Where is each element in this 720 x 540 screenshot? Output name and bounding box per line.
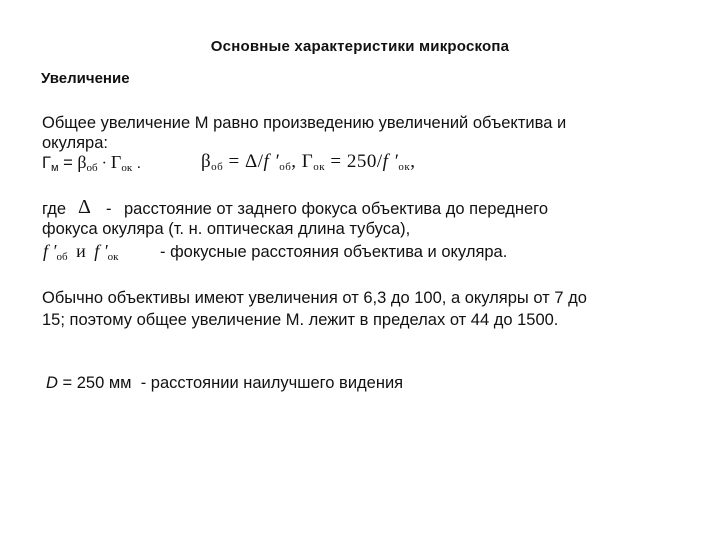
gm-gamma-sub: ок [121,162,133,174]
gm-equals: = [58,154,78,172]
delta-symbol: Δ [78,196,91,218]
usual-line-2: 15; поэтому общее увеличение М. лежит в пределах от 44 до 1500. [42,311,559,329]
formula-f1: f ′ [263,151,280,172]
focal-f2: f ′ [94,241,108,261]
where-word: где [42,200,67,218]
focal-and: и [76,241,86,261]
focal-f1-sub: об [56,251,68,263]
where-text: расстояние от заднего фокуса объектива до переднего [124,200,549,218]
section-heading: Увеличение [41,70,130,87]
focal-text: - фокусные расстояния объектива и окуляра. [160,243,508,261]
gm-beta: β [77,152,87,172]
gm-beta-sub: об [86,162,98,174]
formula-f2-sub: ок [398,161,411,173]
slide-title: Основные характеристики микроскопа [210,38,510,55]
objective-eyepiece-formula [201,151,415,173]
formula-beta-sub: об [211,161,224,173]
formula-mid: , Г [291,151,314,172]
viewing-distance-line [46,373,403,393]
gm-symbol: Г [42,154,51,172]
d-text: - расстоянии наилучшего видения [140,374,404,392]
gm-gamma: Г [110,152,122,172]
formula-end: , [410,151,416,172]
gm-dot: · [97,155,111,172]
intro-line-1: Общее увеличение М равно произведению увеличений объектива и [42,114,567,132]
formula-eq1: = Δ/ [223,151,264,172]
formula-beta: β [201,151,212,172]
formula-f1-sub: об [279,161,292,173]
formula-eq2: = 250/ [325,151,383,172]
focal-lengths-symbols [43,241,119,263]
formula-g-sub: ок [313,161,326,173]
intro-line-2: окуляра: [42,134,108,152]
focal-f1: f ′ [43,241,57,261]
total-magnification-formula [42,152,141,174]
usual-line-1: Обычно объективы имеют увеличения от 6,3 до 100, а окуляры от 7 до [42,289,587,307]
gm-trail: . [132,155,142,172]
where-dash: - [106,200,112,218]
formula-f2: f ′ [382,151,399,172]
d-symbol: D [46,374,58,392]
d-value: = 250 мм [57,374,132,392]
gm-subscript: м [50,162,59,174]
focal-f2-sub: ок [107,251,119,263]
where-line-2: фокуса окуляра (т. н. оптическая длина тубуса), [42,220,411,238]
